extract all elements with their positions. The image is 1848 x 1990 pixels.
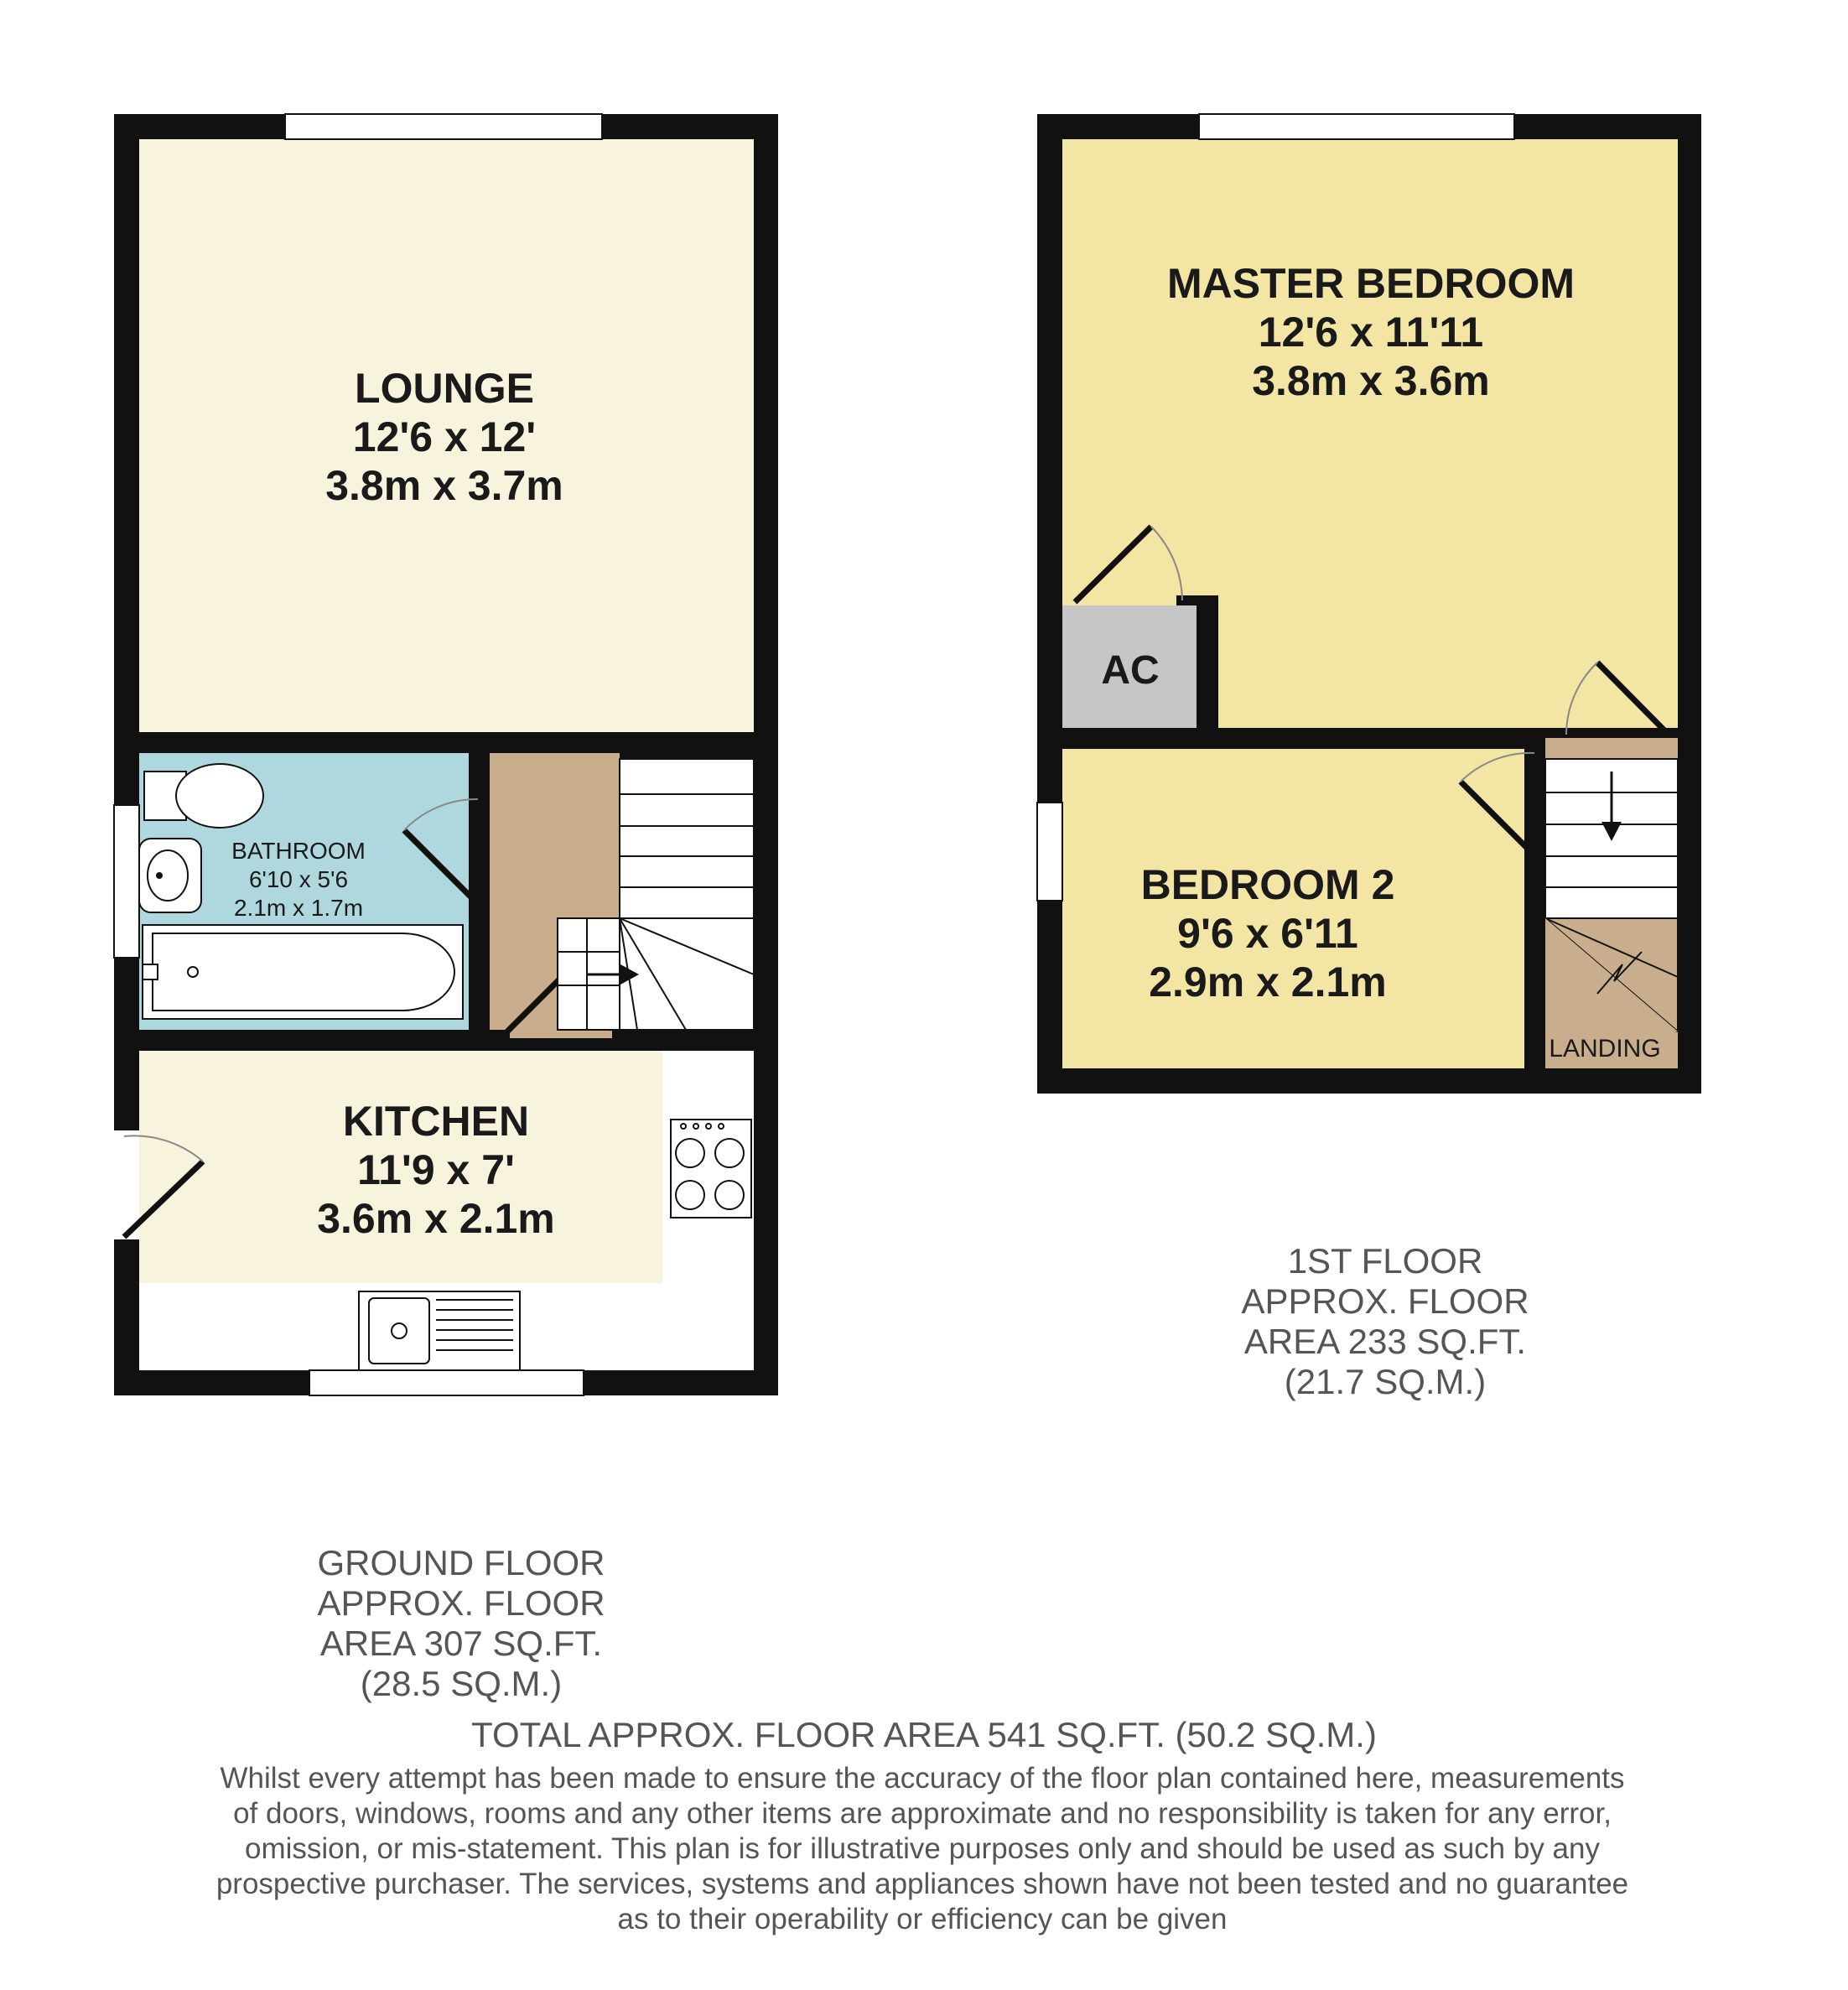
lounge-bathroom-wall [139, 732, 490, 753]
master-bedroom-window [1199, 114, 1514, 139]
master-bedroom-name: MASTER BEDROOM [1166, 260, 1575, 307]
airing-cupboard-label: AC [1101, 648, 1160, 693]
ground-floor-plan [114, 114, 778, 1703]
bedroom2-metric-size: 2.9m x 2.1m [1149, 959, 1387, 1005]
ground-floor-area [317, 1543, 605, 1703]
lounge-metric-size: 3.8m x 3.7m [325, 462, 563, 509]
first-floor-area [1241, 1241, 1529, 1401]
bedroom2-room [1062, 749, 1524, 1068]
bedroom2-landing-wall [1524, 855, 1545, 1068]
first-floor-area-line: 1ST FLOOR [1287, 1241, 1483, 1281]
disclaimer-text: Whilst every attempt has been made to ensure the accuracy of the floor plan contained here, measurements of doors, windows, rooms and any other items are approximate and no responsibility is taken for any error, omission, or mis-statement. This plan is for illustrative purposes only and should be used as such by any prospective purchaser. The services, systems and appliances shown have not been tested and no guarantee as to their operability or efficiency can be given [215, 1762, 1629, 1935]
lounge-name: LOUNGE [355, 365, 534, 412]
bathroom-kitchen-wall [139, 1030, 510, 1051]
lounge-window [285, 114, 602, 139]
master-bedroom-cupboard-wall [1062, 728, 1532, 749]
toilet-icon [144, 764, 263, 828]
ground-floor-area-line: GROUND FLOOR [317, 1543, 605, 1582]
total-floor-area: TOTAL APPROX. FLOOR AREA 541 SQ.FT. (50.2 SQ.M.) [471, 1715, 1377, 1754]
kitchen-name: KITCHEN [342, 1098, 530, 1145]
bathroom-name: BATHROOM [231, 838, 366, 864]
bathroom-metric-size: 2.1m x 1.7m [233, 895, 364, 921]
first-floor-area-line: APPROX. FLOOR [1241, 1281, 1529, 1321]
washbasin-icon [139, 839, 201, 912]
kitchen-imperial-size: 11'9 x 7' [357, 1146, 515, 1193]
ground-floor-area-line: AREA 307 SQ.FT. [319, 1624, 603, 1663]
bedroom2-name: BEDROOM 2 [1140, 861, 1395, 908]
ground-floor-area-line: (28.5 SQ.M.) [360, 1664, 563, 1703]
hob-icon [671, 1120, 751, 1218]
master-bedroom-imperial-size: 12'6 x 11'11 [1258, 309, 1484, 356]
bathroom-hall-wall-top [469, 753, 490, 795]
kitchen-window [309, 1370, 584, 1395]
bedroom2-imperial-size: 9'6 x 6'11 [1177, 910, 1358, 957]
lounge-stairs-wall [620, 732, 754, 753]
bathroom-hall-wall-bottom [469, 901, 490, 1030]
first-floor-area-line: (21.7 SQ.M.) [1284, 1362, 1487, 1401]
stairs-area [620, 759, 754, 1038]
landing-label: LANDING [1549, 1035, 1661, 1063]
cupboard-side-wall [1197, 595, 1218, 728]
first-floor-area-line: AREA 233 SQ.FT. [1243, 1322, 1527, 1361]
lounge-imperial-size: 12'6 x 12' [352, 413, 537, 460]
kitchen-metric-size: 3.6m x 2.1m [317, 1195, 555, 1242]
ground-floor-area-line: APPROX. FLOOR [317, 1583, 605, 1623]
bathroom-imperial-size: 6'10 x 5'6 [248, 866, 349, 892]
first-floor-plan [1037, 114, 1701, 1401]
bedroom2-window [1037, 803, 1062, 901]
bedroom2-landing-wall-top [1524, 728, 1545, 749]
kitchen-sink-icon [359, 1291, 520, 1370]
bathroom-window [114, 805, 139, 958]
bathtub-icon [143, 925, 463, 1019]
hall-kitchen-wall [612, 1030, 754, 1051]
master-bedroom-metric-size: 3.8m x 3.6m [1252, 357, 1490, 404]
